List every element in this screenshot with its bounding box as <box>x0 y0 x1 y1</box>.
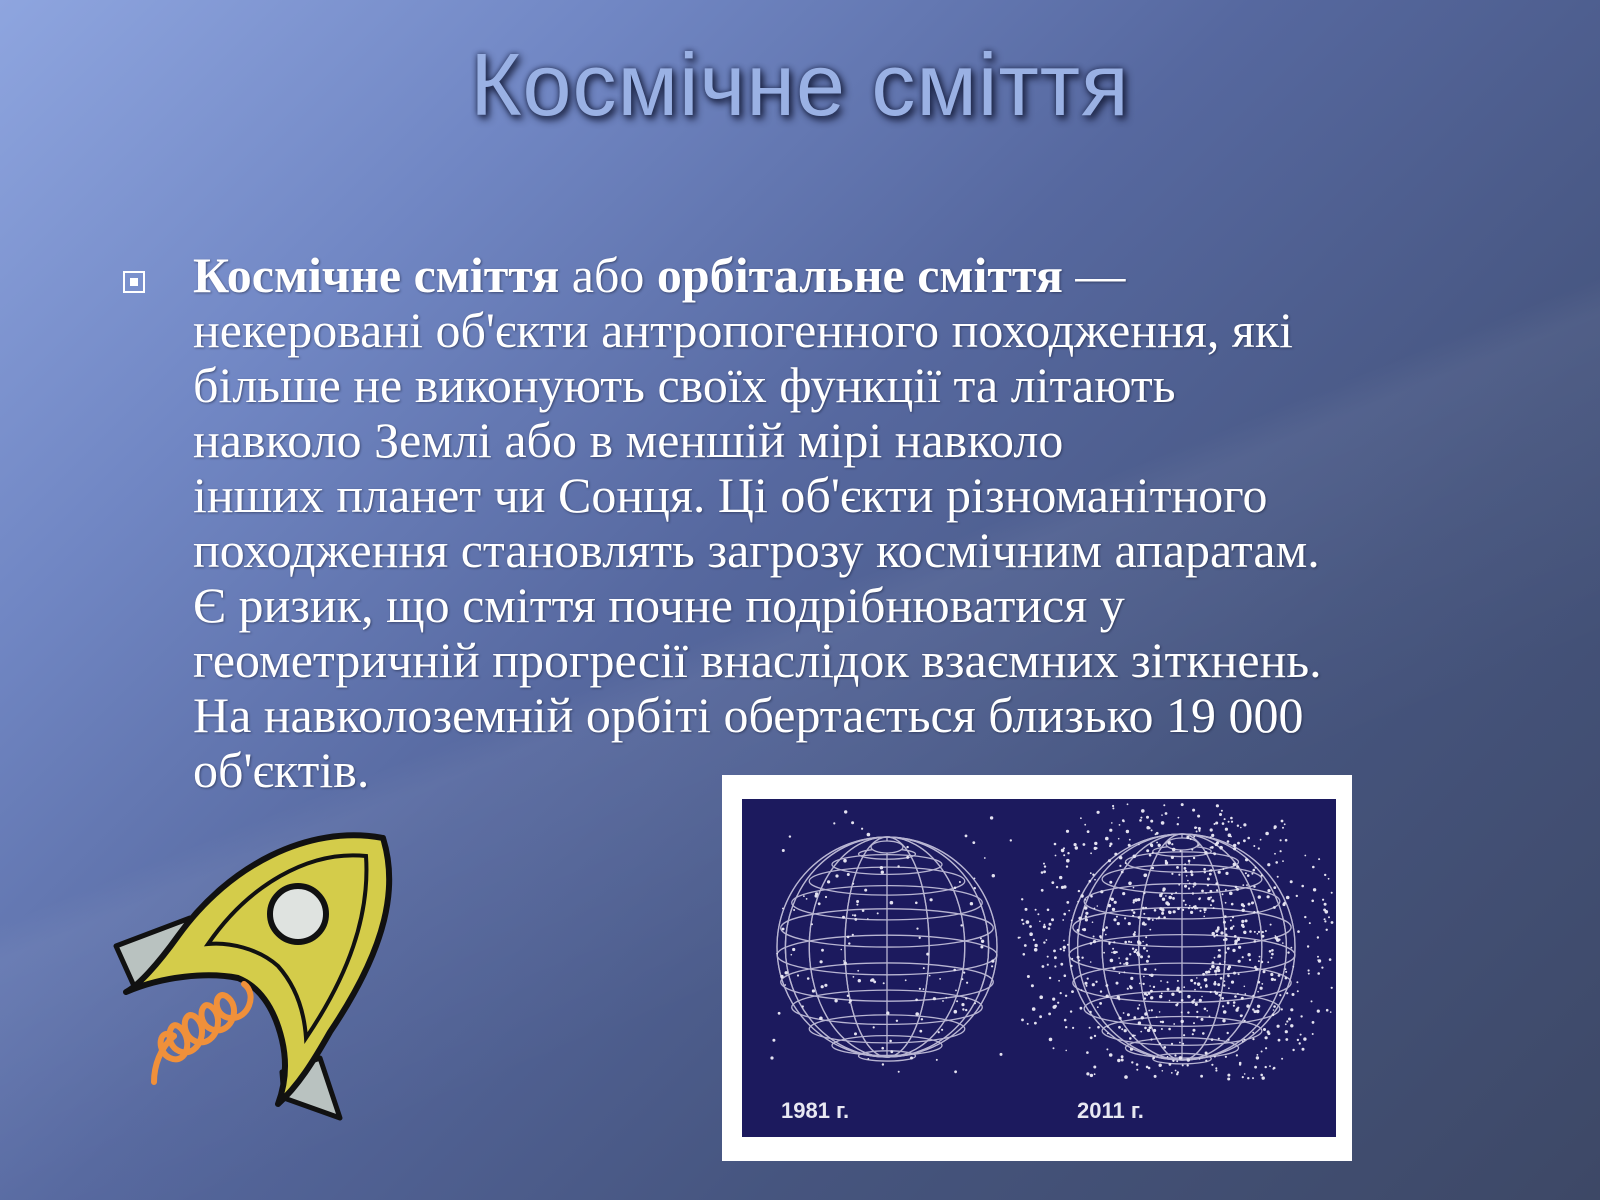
globe-2011 <box>1069 834 1295 1064</box>
bullet-marker-icon <box>123 271 145 293</box>
bullet-first-line <box>193 248 1523 303</box>
dash-text: — <box>1062 247 1126 303</box>
connector-text: або <box>559 247 657 303</box>
bullet-line: навколо Землі або в меншій мірі навколо <box>193 412 1064 468</box>
bullet-line: некеровані об'єкти антропогенного походження, які <box>193 302 1293 358</box>
debris-comparison-image <box>742 799 1336 1137</box>
rocket-icon <box>108 826 408 1126</box>
slide-title: Космічне сміття <box>470 35 1130 134</box>
bullet-line: об'єктів. <box>193 742 370 798</box>
year-label-1981: 1981 г. <box>781 1098 850 1123</box>
bullet-line: походження становлять загрозу космічним апаратам. <box>193 522 1320 578</box>
bullet-line: геометричній прогресії внаслідок взаємних зіткнень. <box>193 632 1322 688</box>
bullet-text <box>193 248 1523 798</box>
globe-1981 <box>777 837 997 1061</box>
bullet-line: інших планет чи Сонця. Ці об'єкти різноманітного <box>193 467 1268 523</box>
term-orbital-debris: орбітальне сміття <box>656 247 1063 303</box>
bullet-line: На навколоземній орбіті обертається близько 19 000 <box>193 687 1304 743</box>
term-space-debris: Космічне сміття <box>193 247 560 303</box>
bullet-line: Є ризик, що сміття почне подрібнюватися у <box>193 577 1125 633</box>
year-label-2011: 2011 г. <box>1077 1098 1144 1123</box>
bullet-line: більше не виконують своїх функції та літають <box>193 357 1176 413</box>
